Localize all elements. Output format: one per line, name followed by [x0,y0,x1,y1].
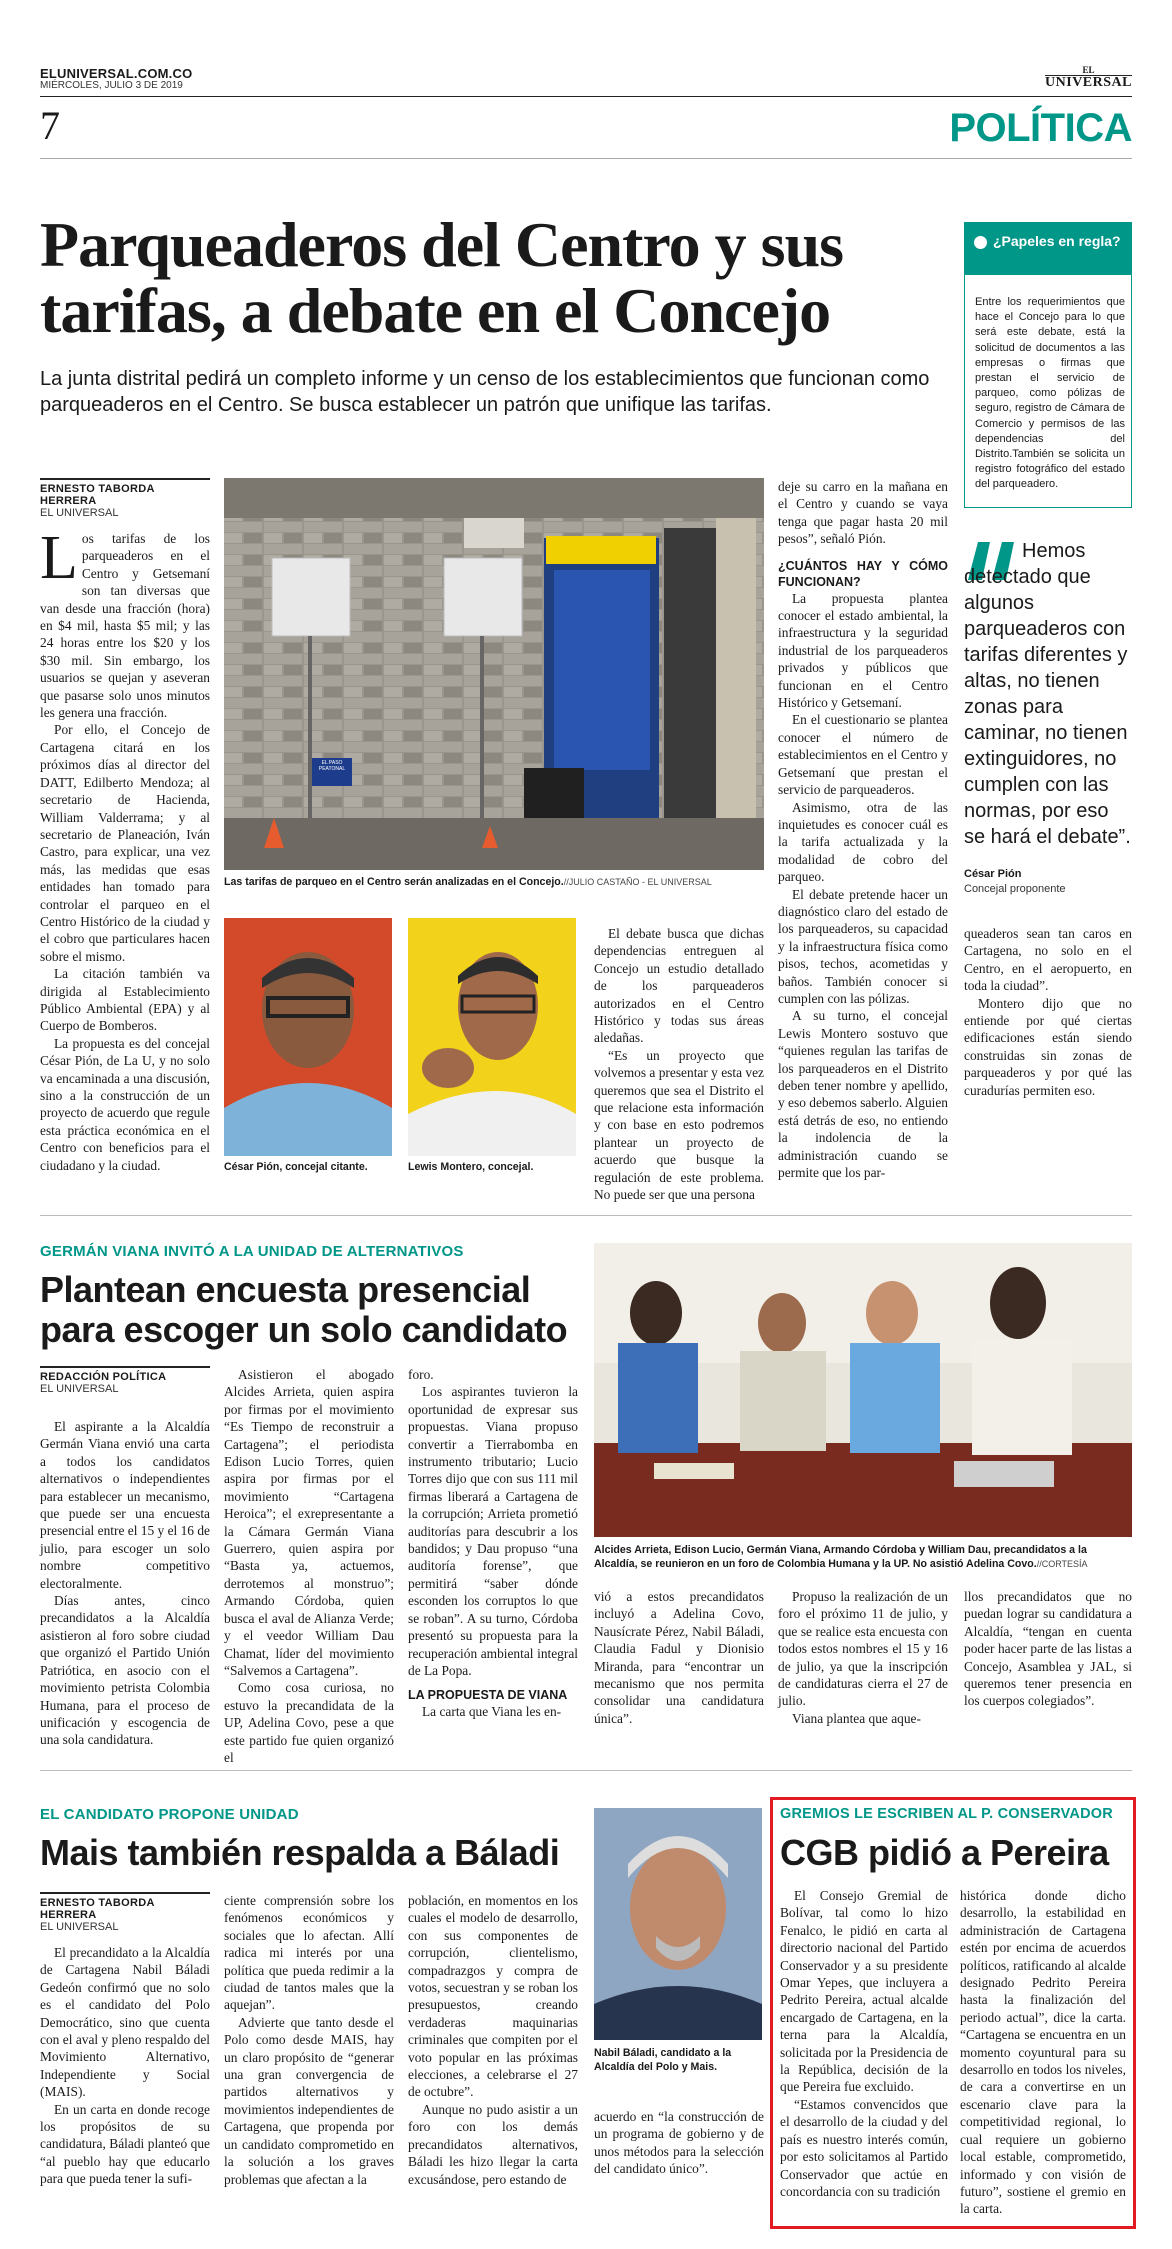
portrait-caption-montero: Lewis Montero, concejal. [408,1161,534,1173]
subhead: ¿CUÁNTOS HAY Y CÓMO FUNCIONAN? [778,558,948,589]
candidates-photo [594,1243,1132,1537]
byline-org: EL UNIVERSAL [40,1921,119,1933]
portrait-cesar-pion [224,918,392,1156]
drop-cap: L [40,524,78,592]
article-column: Propuso la realización de un foro el próximo 11 de julio, y que se realice esta encuesta con todos estos nombres el 15 y 16 de julio, ya que la inscripción de candidaturas cierra el 27 de julio. Viana plantea que aque- [778,1589,948,1726]
portrait-caption-pion: César Pión, concejal citante. [224,1161,368,1173]
page-number: 7 [40,103,60,148]
byline-author: ERNESTO TABORDA HERRERA [40,478,210,507]
article-column: ciente comprensión sobre los fenómenos económicos y sociales que lo afectan. Allí radica mi interés por una política que pueda redimir a la ciudad de tantos males que la aquejan”. Advierte que tanto desde el Polo como desde MAIS, hay un claro propósito de “generar una gran convergencia de partidos alternativos y movimientos independientes de Cartagena, que propenda por un candidato comprometido en la solución a los graves problemas que afectan a la [224,1893,394,2187]
photo-caption: Las tarifas de parqueo en el Centro serán analizadas en el Concejo.//JULIO CASTAÑO - EL UNIVERSAL [224,876,712,888]
article-column: El Consejo Gremial de Bolívar, tal como lo hizo Fenalco, le pidió en carta al directorio nacional del Partido Conservador y a su presidente Omar Yepes, que incluyera a Pedrito Pereira, actual alcalde encargado de Cartagena, en la terna para la Alcaldía, solicitada por la Presidencia de la República, decisión de la que Pereira fue excluido. “Estamos convencidos que el desarrollo de la ciudad y del país es nuestro interés común, por esto solicitamos al Partido Conservador que actúe en concordancia con su tradición [780,1888,948,2199]
quote-role: Concejal proponente [964,883,1066,895]
article-column: queaderos sean tan caros en Cartagena, no solo en el Centro, en el aeropuerto, en toda la ciudad”. Montero dijo que no entiende por qué ciertas edificaciones están siendo construidas sin zonas de parqueaderos y por qué las curadurías permiten eso. [964,926,1132,1098]
article-column: acuerdo en “la construcción de un programa de gobierno y de unos métodos para la selección del candidato único”. [594,2109,764,2177]
byline-org: EL UNIVERSAL [40,507,119,519]
article-column: Los tarifas de los parqueaderos en el Centro y Getsemaní son tan diversas que van desde una fracción (hora) en $4 mil, hasta $5 mil; y las 24 horas entre los $20 y los $30 mil. Sin embargo, los usuarios se quejan y aseveran que pasarse solo unos minutos les genera una fracción. Por ello, el Concejo de Cartagena citará en los próximos días al director del DATT, Edilberto Mendoza; al secretario de Hacienda, William Valderrama; y al secretario de Planeación, Iván Castro, para explicar, una vez más, las medidas que esas entidades han tomado para controlar el parqueo en el Centro Histórico de la ciudad y el cobro que particulares hacen sobre el mismo. La citación también va dirigida al Establecimiento Público Ambiental (EPA) y al Cuerpo de Bomberos. La propuesta es del concejal César Pión, de La U, y no solo va encaminada a una discusión, sino a la construcción de un proyecto de acuerdo que regule esta práctica económica en el Centro con beneficios para el ciudadano y la ciudad. [40,524,210,1173]
story2-headline: Plantean encuesta presencial para escoger un solo candidato [40,1269,568,1350]
main-deck: La junta distrital pedirá un completo informe y un censo de los establecimientos que funcionan como parqueaderos en el Centro. Se busca establecer un patrón que unifique las tarifas. [40,368,930,416]
story3-headline: Mais también respalda a Báladi [40,1832,560,1873]
sidebar-header [965,223,1131,275]
story4-headline: CGB pidió a Pereira [780,1832,1109,1873]
article-column: histórica donde dicho desarrollo, la estabilidad en administración de Cartagena estén por encima de acuerdos políticos, ratificando al alcalde designado Pedrito Pereira hasta la finalización del periodo actual”, dice la carta. “Cartagena se encuentra en un momento coyuntural para su desarrollo en todos los niveles, de cara a convertirse en un escenario clave para la competitividad regional, lo cual requiere un gobierno local estable, comprometido, informado y con visión de futuro”, sostiene el gremio en la carta. [960,1888,1126,2217]
article-column: deje su carro en la mañana en el Centro y cuando se vaya tenga que pagar hasta 20 mil pesos”, señaló Pión. ¿CUÁNTOS HAY Y CÓMO FUNCIONAN? La propuesta plantea conocer el estado ambiental, la infraestructura y la seguridad industrial de los parqueaderos privados y públicos que funcionan en el Centro Histórico y Getsemaní. En el cuestionario se plantea conocer el número de establecimientos en el Centro y Getsemaní que prestan el servicio de parqueaderos. Asimismo, otra de las inquietudes es conocer cuál es la tarifa actualizada y la modalidad de cobro del parqueo. El debate pretende hacer un diagnóstico claro del estado de los parqueaderos, su capacidad y la infraestructura física como pisos, techos, acometidas y baños. También conocer si cumplen con las pólizas. A su turno, el concejal Lewis Montero sostuvo que “quienes regulan las tarifas de los parqueaderos en el Distrito deben tener nombre y apellido, y eso debemos saberlo. Alguien está detrás de eso, no entiendo la indolencia de la administración cuando se permite que los par- [778,479,948,1181]
parking-photo [224,478,764,870]
portrait-nabil-baladi [594,1808,762,2040]
sign-text: EL PASO PEATONAL [318,760,346,772]
article-column: vió a estos precandidatos incluyó a Adelina Covo, Nausícrate Pérez, Nabil Báladi, Claudia Fadul y Dionisio Miranda, para “encontrar un mecanismo que nos permita consolidar una candidatura única”. [594,1589,764,1726]
main-headline: Parqueaderos del Centro y sus tarifas, a debate en el Concejo [40,209,844,346]
portrait-lewis-montero [408,918,576,1156]
story2-kicker: GERMÁN VIANA INVITÓ A LA UNIDAD DE ALTERNATIVOS [40,1243,464,1260]
byline-org: EL UNIVERSAL [40,1383,119,1395]
article-column: población, en momentos en los cuales el modelo de desarrollo, con sus componentes de corrupción, clientelismo, compadrazgos y compra de votos, secuestran y se roban los presupuestos, creando verdaderas maquinarias criminales que compiten por el voto popular en las próximas elecciones, a celebrarse el 27 de octubre”. Aunque no pudo asistir a un foro con los demás precandidatos alternativos, Báladi les hizo llegar la carta excusándose, pero estando de [408,1893,578,2187]
issue-date: MIÉRCOLES, JULIO 3 DE 2019 [40,80,183,91]
article-column: El precandidato a la Alcaldía de Cartagena Nabil Báladi Gedeón confirmó que no solo es el candidato del Polo Democrático, sino que cuenta con el aval y pleno respaldo del Movimiento Alternativo, Independiente y Social (MAIS). En un carta en donde recoge los propósitos de su candidatura, Báladi planteó que “al pueblo hay que educarlo para que pueda tener la sufi- [40,1945,210,2187]
photo-credit: //JULIO CASTAÑO - EL UNIVERSAL [563,877,712,887]
photo-caption: Alcides Arrieta, Edison Lucio, Germán Viana, Armando Córdoba y William Dau, precandidatos a la Alcaldía, se reunieron en un foro de Colombia Humana y la UP. No asistió Adelina Covo.//CORTESÍA [594,1544,1088,1570]
newspaper-logo: EL UNIVERSAL [1045,65,1132,90]
section-rule [40,158,1132,159]
site-url: ELUNIVERSAL.COM.CO [40,66,193,81]
sidebar-body: Entre los requerimientos que hace el Concejo para lo que será este debate, está la solicitud de documentos a las empresas o firmas que prestan el servicio de parqueo, como pólizas de seguro, registro de Cámara de Comercio y permisos de las dependencias del Distrito.También se solicita un registro fotográfico del estado del parqueadero. [975,296,1125,491]
byline [40,1892,210,1933]
sidebar-title: ¿Papeles en regla? [993,233,1121,249]
subhead: LA PROPUESTA DE VIANA [408,1688,568,1703]
header-rule [40,96,1132,97]
article-column: Asistieron el abogado Alcides Arrieta, quien aspira por firmas por el movimiento “Es Tiempo de reconstruir a Cartagena”; el periodista Edison Lucio Torres, quien aspira por firmas por el movimiento “Cartagena Heroica”; el exrepresentante a la Cámara Germán Viana Guerrero, quien aspira por “Basta ya, actuemos, derrotemos al monstruo”; Armando Córdoba, quien busca el aval de Alianza Verde; y el veedor William Dau Chamat, líder del movimiento “Salvemos a Cartagena”. Como cosa curiosa, no estuvo la precandidata de la UP, Adelina Covo, pese a que este partido fue quien organizó el [224,1367,394,1765]
section-title: POLÍTICA [949,106,1132,150]
story3-kicker: EL CANDIDATO PROPONE UNIDAD [40,1806,299,1823]
bullet-icon [974,236,987,249]
story4-kicker: GREMIOS LE ESCRIBEN AL P. CONSERVADOR [780,1806,1113,1822]
pull-quote: Hemos detectado que algunos parqueaderos con tarifas diferentes y altas, no tienen zonas para caminar, no tienen extinguidores, no cumplen con las normas, por eso se hará el debate”. [964,540,1131,848]
article-column: El aspirante a la Alcaldía Germán Viana envió una carta a todos los candidatos alternativos o independientes para establecer un mecanismo, que puede ser una encuesta presencial entre el 15 y el 16 de julio, para escoger un solo nombre competitivo electoralmente. Días antes, cinco precandidatos a la Alcaldía asistieron al foro sobre ciudad que organizó el Partido Unión Patriótica, en asocio con el movimiento petrista Colombia Humana, para el proceso de unificación y escogencia de una sola candidatura. [40,1419,210,1748]
photo-credit: //CORTESÍA [1036,1559,1088,1569]
byline-author: REDACCIÓN POLÍTICA [40,1366,210,1383]
sidebar-box [964,222,1132,508]
story-divider [40,1215,1132,1216]
quote-author: César Pión [964,868,1022,880]
article-column: El debate busca que dichas dependencias entreguen al Concejo un estudio detallado de los parqueaderos autorizados en el Centro Histórico y todas sus áreas aledañas. “Es un proyecto que volvemos a presentar y esta vez queremos que sea el Distrito el que relacione esta información y con base en esto podremos plantear un proyecto de acuerdo que busque la regulación de este problema. No puede ser que una persona [594,926,764,1203]
article-column: llos precandidatos que no puedan lograr su candidatura a Alcaldía, “tengan en cuenta poder hacer parte de las listas a Concejo, Asamblea y JAL, si queremos tener presencia en los cuerpos colegiados”. [964,1589,1132,1709]
byline [40,1366,210,1395]
byline [40,478,210,519]
photo-caption: Nabil Báladi, candidato a la Alcaldía del Polo y Mais. [594,2047,732,2073]
byline-author: ERNESTO TABORDA HERRERA [40,1892,210,1921]
story-divider [40,1770,1132,1771]
article-column: foro. Los aspirantes tuvieron la oportunidad de expresar sus propuestas. Viana propuso convertir a Tierrabomba en instrumento tributario; Lucio Torres dijo que con sus 111 mil firmas liberará a Cartagena de la corrupción; Arrieta prometió auditorías para descubrir a los bandidos; y Dau propuso “una auditoría forense”, que permitirá “saber dónde esconden los corruptos lo que se roban”. A su turno, Córdoba presentó su propuesta para la recuperación ambiental integral de La Popa. LA PROPUESTA DE VIANA La carta que Viana les en- [408,1367,578,1720]
